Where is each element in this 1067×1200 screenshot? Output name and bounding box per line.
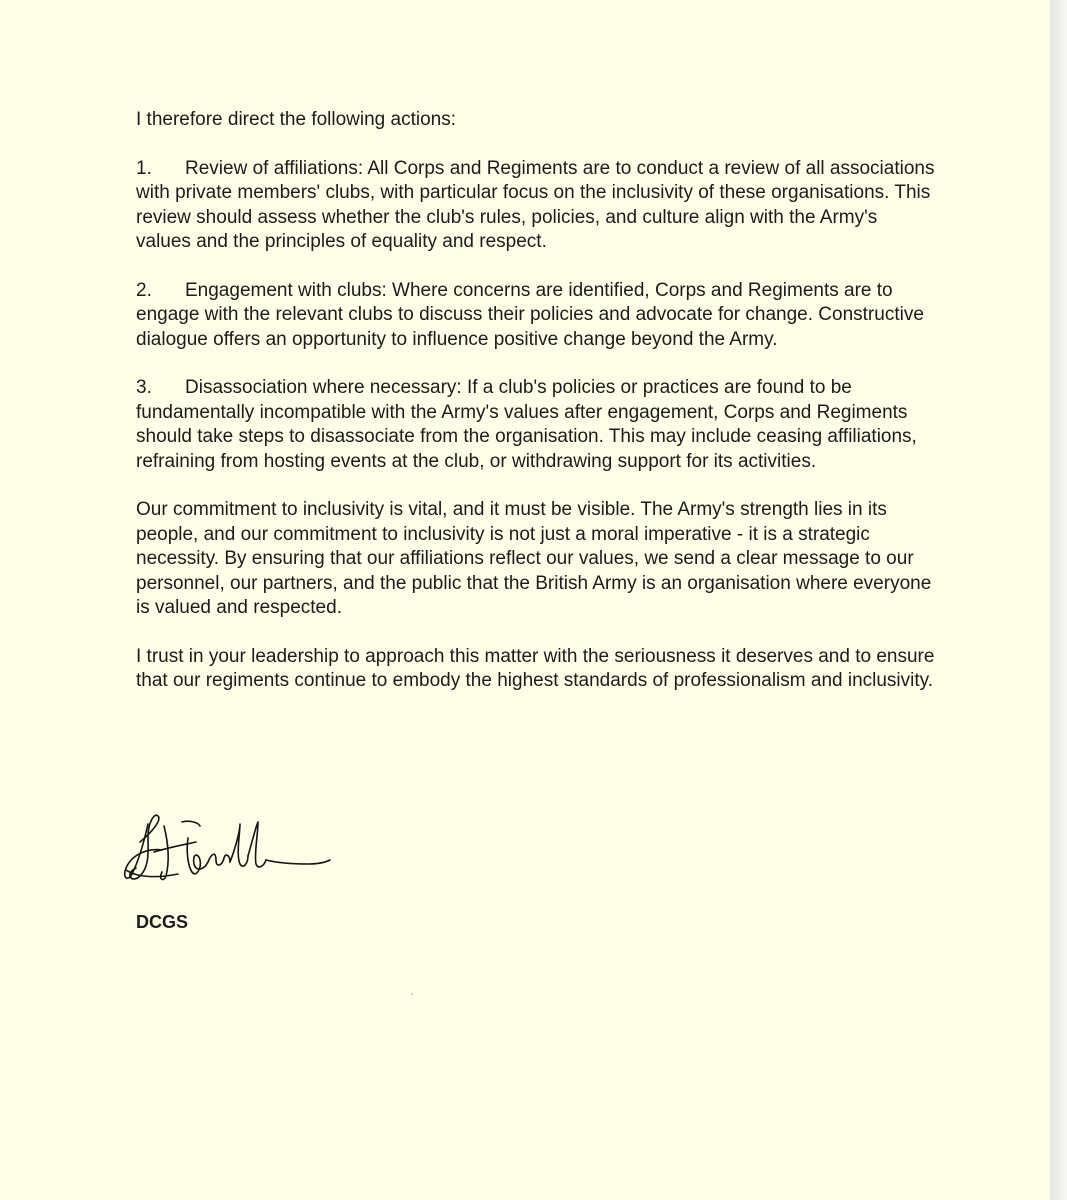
action-text: Review of affiliations: All Corps and Regiments are to conduct a review of all associations with private members' clubs, with particular focus on the inclusivity of these organisations. This review should assess whether the club's rules, policies, and culture align with the Army's values and the principles of equality and respect. (136, 157, 935, 253)
paper-speck (411, 993, 413, 995)
action-text: Engagement with clubs: Where concerns are identified, Corps and Regiments are to engage with the relevant clubs to discuss their policies and advocate for change. Constructive dialogue offers an opportunity to influence positive change beyond the Army. (136, 279, 924, 350)
action-item-2 (136, 279, 936, 352)
letter-body (136, 108, 936, 718)
action-number: 1. (136, 157, 152, 179)
action-item-3 (136, 376, 936, 474)
action-number: 3. (136, 377, 152, 399)
signatory: DCGS (136, 912, 189, 932)
action-number: 2. (136, 279, 152, 301)
action-item-1 (136, 157, 936, 255)
handwritten-signature (118, 812, 333, 892)
commitment-paragraph: Our commitment to inclusivity is vital, and it must be visible. The Army's strength lies in its people, and our commitment to inclusivity is not just a moral imperative - it is a strategic necessity. By ensuring that our affiliations reflect our values, we send a clear message to our personnel, our partners, and the public that the British Army is an organisation where everyone is valued and respected. (136, 499, 932, 619)
page-edge-shadow (1050, 0, 1067, 1200)
intro-paragraph: I therefore direct the following actions: (136, 109, 457, 130)
action-text: Disassociation where necessary: If a club's policies or practices are found to be fundamentally incompatible with the Army's values after engagement, Corps and Regiments should take steps to disassociate from the organisation. This may include ceasing affiliations, refraining from hosting events at the club, or withdrawing support for its activities. (136, 377, 917, 472)
closing-paragraph: I trust in your leadership to approach this matter with the seriousness it deserves and to ensure that our regiments continue to embody the highest standards of professionalism and inclusivity. (136, 645, 935, 692)
